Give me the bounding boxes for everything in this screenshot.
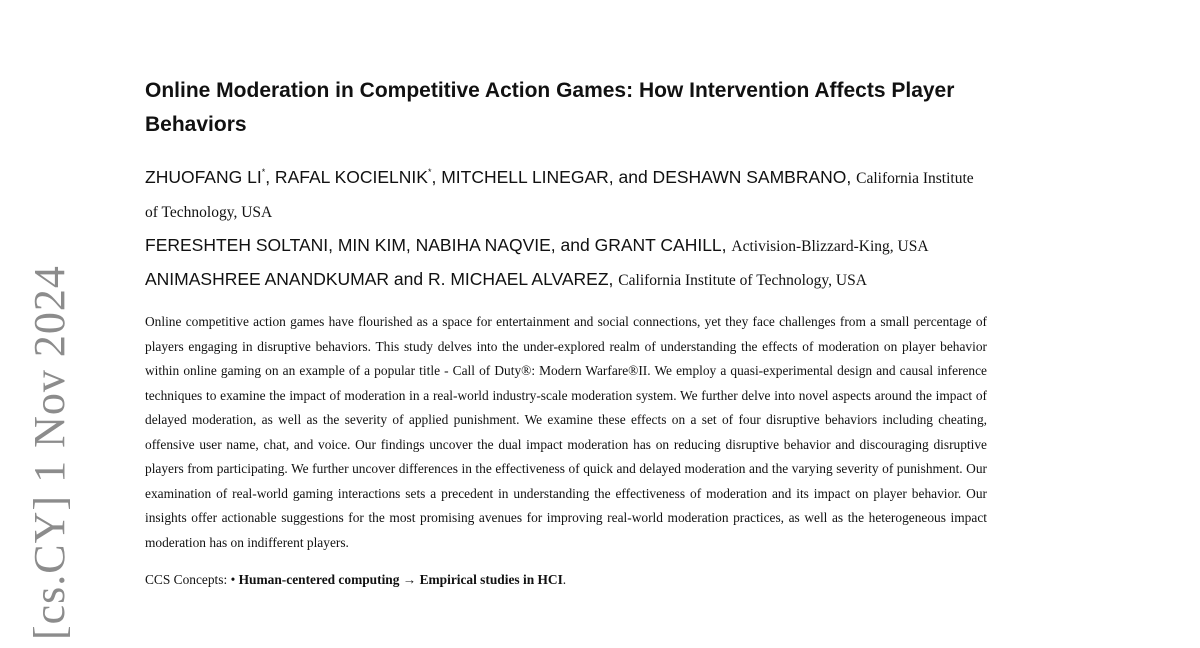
- equal-contribution-mark: *: [261, 167, 266, 177]
- paper-title: Online Moderation in Competitive Action Games: How Intervention Affects Player Behaviors: [145, 79, 955, 136]
- ccs-bullet: •: [230, 572, 236, 588]
- author-names: ZHUOFANG LI: [145, 167, 262, 187]
- arxiv-identifier-stamp: [cs.CY] 1 Nov 2024: [25, 265, 74, 640]
- author-names: FERESHTEH SOLTANI, MIN KIM, NABIHA NAQVIE, and GRANT CAHILL,: [145, 235, 727, 255]
- author-group-3: [145, 263, 987, 297]
- ccs-term: Empirical studies in HCI: [419, 572, 563, 588]
- ccs-concepts: [145, 568, 987, 592]
- ccs-end: .: [562, 572, 567, 588]
- author-group-1: [145, 156, 987, 229]
- paper-header: [145, 74, 987, 592]
- author-affiliation: California Institute of Technology, USA: [618, 272, 867, 289]
- author-names: , MITCHELL LINEGAR, and DESHAWN SAMBRANO,: [431, 167, 852, 187]
- author-names: , RAFAL KOCIELNIK: [265, 167, 428, 187]
- author-group-2: [145, 229, 987, 263]
- author-list: [145, 156, 987, 297]
- abstract: Online competitive action games have flourished as a space for entertainment and social connections, yet they face challenges from a small percentage of players engaging in disruptive behaviors. This study delves into the under-explored realm of understanding the effects of moderation on player behavior within online gaming on an example of a popular title - Call of Duty®: Modern Warfare®II. We employ a quasi-experimental design and causal inference techniques to examine the impact of moderation in a real-world industry-scale moderation system. We further delve into novel aspects around the impact of delayed moderation, as well as the severity of applied punishment. We examine these effects on a set of four disruptive behaviors including cheating, offensive user name, chat, and voice. Our findings uncover the dual impact moderation has on reducing disruptive behavior and discouraging disruptive players from participating. We further uncover differences in the effectiveness of quick and delayed moderation and the varying severity of punishment. Our examination of real-world gaming interactions sets a precedent in understanding the effectiveness of moderation and its impact on player behavior. Our insights offer actionable suggestions for the most promising avenues for improving real-world moderation practices, as well as the heterogeneous impact moderation has on indifferent players.: [145, 314, 987, 550]
- equal-contribution-mark: *: [427, 167, 432, 177]
- ccs-term: Human-centered computing: [238, 572, 400, 588]
- author-affiliation: California Institute of Technology, USA: [145, 170, 974, 221]
- ccs-label: CCS Concepts:: [145, 572, 228, 588]
- author-affiliation: Activision-Blizzard-King, USA: [731, 238, 929, 255]
- author-names: ANIMASHREE ANANDKUMAR and R. MICHAEL ALVAREZ,: [145, 269, 614, 289]
- ccs-arrow: →: [402, 572, 417, 588]
